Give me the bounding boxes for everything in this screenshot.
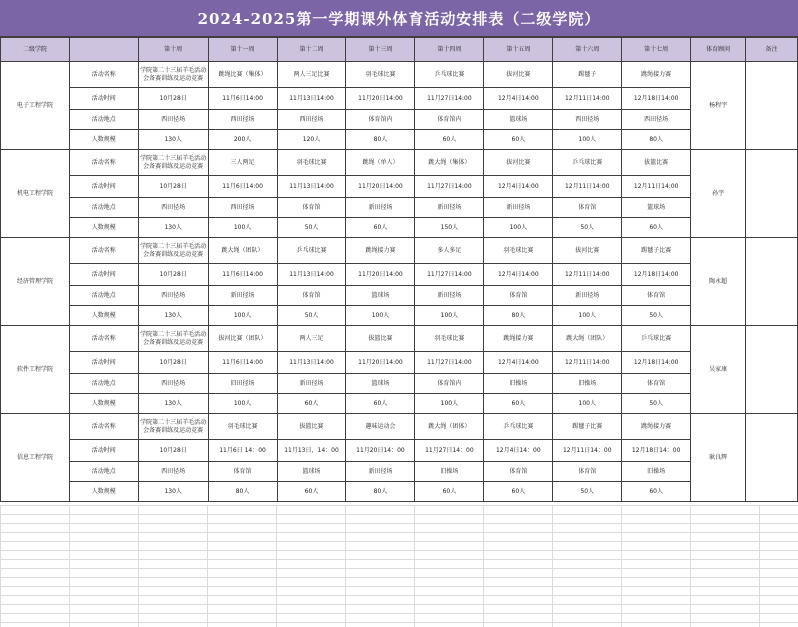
data-cell[interactable]: 11月27日14：00: [415, 440, 484, 462]
data-cell[interactable]: 跳绳（单人）: [346, 150, 415, 176]
data-cell[interactable]: 拔河比赛（团队）: [208, 326, 277, 352]
table-row: [1, 198, 798, 218]
row-label-cell[interactable]: 活动时间: [69, 88, 138, 110]
data-cell[interactable]: 拔河比赛: [484, 150, 553, 176]
data-cell[interactable]: 新田径场: [346, 198, 415, 218]
data-cell[interactable]: 羽毛球比赛: [208, 414, 277, 440]
data-cell[interactable]: 西田径场: [208, 110, 277, 130]
data-cell[interactable]: 篮球场: [346, 286, 415, 306]
data-cell[interactable]: 100人: [346, 306, 415, 326]
data-cell[interactable]: 11月13日，14：00: [277, 440, 346, 462]
data-cell[interactable]: 西田径场: [138, 110, 208, 130]
data-cell[interactable]: 100人: [553, 130, 622, 150]
remark-cell[interactable]: [746, 326, 798, 414]
data-cell[interactable]: 跳绳接力赛: [622, 62, 691, 88]
data-cell[interactable]: 60人: [484, 482, 553, 502]
data-cell[interactable]: 60人: [622, 482, 691, 502]
data-cell[interactable]: 10月28日: [138, 352, 208, 374]
data-cell[interactable]: 11月6日14:00: [208, 176, 277, 198]
data-cell[interactable]: 50人: [622, 306, 691, 326]
row-label-cell[interactable]: 活动地点: [69, 110, 138, 130]
data-cell[interactable]: 踢毽子比赛: [622, 238, 691, 264]
remark-cell[interactable]: [746, 414, 798, 502]
table-row: [1, 462, 798, 482]
data-cell[interactable]: 跳大绳（团队）: [208, 238, 277, 264]
data-cell[interactable]: 50人: [277, 218, 346, 238]
data-cell[interactable]: 80人: [622, 130, 691, 150]
row-label-cell[interactable]: 活动名称: [69, 62, 138, 88]
header-cell[interactable]: 第十一周: [208, 38, 277, 62]
data-cell[interactable]: 12月4日14:00: [484, 264, 553, 286]
data-cell[interactable]: 12月18日14:00: [622, 88, 691, 110]
data-cell[interactable]: 多人多足: [415, 238, 484, 264]
data-cell[interactable]: 11月13日14:00: [277, 352, 346, 374]
data-cell[interactable]: 11月6日 14：00: [208, 440, 277, 462]
header-cell[interactable]: 第十七周: [622, 38, 691, 62]
data-cell[interactable]: 60人: [346, 394, 415, 414]
sheet-title: 2024-2025第一学期课外体育活动安排表（二级学院）: [0, 0, 798, 37]
data-cell[interactable]: 11月20日14:00: [346, 352, 415, 374]
data-cell[interactable]: 乒乓球比赛: [415, 62, 484, 88]
data-cell[interactable]: 体育馆: [277, 198, 346, 218]
college-name-cell[interactable]: 信息工程学院: [1, 414, 70, 502]
data-cell[interactable]: 跳绳接力赛: [346, 238, 415, 264]
table-row: [1, 176, 798, 198]
data-cell[interactable]: 跳绳比赛（集体）: [208, 62, 277, 88]
data-cell[interactable]: 12月11日14:00: [553, 352, 622, 374]
table-row: [1, 414, 798, 440]
table-row: [1, 110, 798, 130]
data-cell[interactable]: 11月27日14:00: [415, 352, 484, 374]
header-cell[interactable]: 二级学院: [1, 38, 70, 62]
data-cell[interactable]: 12月11日14：00: [553, 440, 622, 462]
data-cell[interactable]: 100人: [208, 218, 277, 238]
data-cell[interactable]: 体育馆内: [415, 374, 484, 394]
advisor-cell[interactable]: 吴家康: [691, 326, 746, 414]
college-name-cell[interactable]: 电子工程学院: [1, 62, 70, 150]
data-cell[interactable]: 体育馆: [622, 374, 691, 394]
row-label-cell[interactable]: 人数规模: [69, 482, 138, 502]
table-row: [1, 218, 798, 238]
data-cell[interactable]: 拔河比赛: [553, 238, 622, 264]
data-cell[interactable]: 50人: [553, 482, 622, 502]
data-cell[interactable]: 体育馆: [553, 198, 622, 218]
data-cell[interactable]: 跳大绳（集体）: [415, 150, 484, 176]
data-cell[interactable]: 学院第二十三届羊毛活动会备赛训练及运动竞赛: [138, 62, 208, 88]
data-cell[interactable]: 羽毛球比赛: [277, 150, 346, 176]
header-cell[interactable]: 第十六周: [553, 38, 622, 62]
row-label-cell[interactable]: 活动地点: [69, 462, 138, 482]
data-cell[interactable]: 羽毛球比赛: [415, 326, 484, 352]
data-cell[interactable]: 跳大绳（团体）: [415, 414, 484, 440]
data-cell[interactable]: 篮球场: [484, 110, 553, 130]
data-cell[interactable]: 11月13日14:00: [277, 264, 346, 286]
data-cell[interactable]: 50人: [622, 394, 691, 414]
data-cell[interactable]: 130人: [138, 218, 208, 238]
data-cell[interactable]: 体育馆: [484, 286, 553, 306]
data-cell[interactable]: 篮球场: [277, 462, 346, 482]
data-cell[interactable]: 100人: [553, 394, 622, 414]
data-cell[interactable]: 旧田径场: [208, 374, 277, 394]
data-cell[interactable]: 11月13日14:00: [277, 176, 346, 198]
row-label-cell[interactable]: 人数规模: [69, 218, 138, 238]
data-cell[interactable]: 三人两足: [208, 150, 277, 176]
schedule-table: [0, 37, 798, 502]
data-cell[interactable]: 新田径场: [415, 198, 484, 218]
remark-cell[interactable]: [746, 238, 798, 326]
data-cell[interactable]: 130人: [138, 394, 208, 414]
data-cell[interactable]: 12月18日14:00: [622, 352, 691, 374]
data-cell[interactable]: 新田径场: [208, 286, 277, 306]
data-cell[interactable]: 羽毛球比赛: [346, 62, 415, 88]
data-cell[interactable]: 旧操场: [553, 374, 622, 394]
data-cell[interactable]: 11月20日14：00: [346, 440, 415, 462]
data-cell[interactable]: 篮球场: [622, 198, 691, 218]
data-cell[interactable]: 10月28日: [138, 88, 208, 110]
advisor-cell[interactable]: 杨程宇: [691, 62, 746, 150]
data-cell[interactable]: 两人三足比赛: [277, 62, 346, 88]
data-cell[interactable]: 跳大绳（团队）: [553, 326, 622, 352]
table-row: [1, 326, 798, 352]
data-cell[interactable]: 60人: [415, 130, 484, 150]
data-cell[interactable]: 11月27日14:00: [415, 88, 484, 110]
data-cell[interactable]: 旧操场: [484, 374, 553, 394]
table-row: [1, 88, 798, 110]
data-cell[interactable]: 11月20日14:00: [346, 264, 415, 286]
table-row: [1, 238, 798, 264]
data-cell[interactable]: 学院第二十三届羊毛活动会备赛训练及运动竞赛: [138, 150, 208, 176]
empty-grid: [0, 505, 798, 627]
data-cell[interactable]: 10月28日: [138, 176, 208, 198]
row-label-cell[interactable]: 活动时间: [69, 176, 138, 198]
row-label-cell[interactable]: 活动名称: [69, 326, 138, 352]
table-row: [1, 286, 798, 306]
data-cell[interactable]: 100人: [484, 218, 553, 238]
data-cell[interactable]: 西田径场: [622, 110, 691, 130]
remark-cell[interactable]: [746, 150, 798, 238]
data-cell[interactable]: 体育馆内: [346, 110, 415, 130]
data-cell[interactable]: 拔篮比赛: [622, 150, 691, 176]
data-cell[interactable]: 体育馆: [484, 462, 553, 482]
row-label-cell[interactable]: 活动地点: [69, 374, 138, 394]
college-name-cell[interactable]: 机电工程学院: [1, 150, 70, 238]
data-cell[interactable]: 12月18日14:00: [622, 264, 691, 286]
data-cell[interactable]: 150人: [415, 218, 484, 238]
data-cell[interactable]: 学院第二十三届羊毛活动会备赛训练及运动竞赛: [138, 326, 208, 352]
row-label-cell[interactable]: 人数规模: [69, 306, 138, 326]
table-row: [1, 352, 798, 374]
row-label-cell[interactable]: 活动地点: [69, 198, 138, 218]
data-cell[interactable]: 130人: [138, 482, 208, 502]
data-cell[interactable]: 12月11日14:00: [553, 88, 622, 110]
data-cell[interactable]: 乒乓球比赛: [622, 326, 691, 352]
college-name-cell[interactable]: 经济管理学院: [1, 238, 70, 326]
row-label-cell[interactable]: 活动名称: [69, 150, 138, 176]
row-label-cell[interactable]: 活动时间: [69, 440, 138, 462]
data-cell[interactable]: 10月28日: [138, 264, 208, 286]
data-cell[interactable]: 12月4日14：00: [484, 440, 553, 462]
table-row: [1, 394, 798, 414]
data-cell[interactable]: 新田径场: [553, 286, 622, 306]
data-cell[interactable]: 西田径场: [138, 462, 208, 482]
data-cell[interactable]: 踢毽子比赛: [553, 414, 622, 440]
data-cell[interactable]: 50人: [277, 306, 346, 326]
data-cell[interactable]: 乒乓球比赛: [553, 150, 622, 176]
data-cell[interactable]: 西田径场: [138, 198, 208, 218]
data-cell[interactable]: 12月4日14:00: [484, 88, 553, 110]
data-cell[interactable]: 西田径场: [138, 374, 208, 394]
header-cell[interactable]: 第十五周: [484, 38, 553, 62]
row-label-cell[interactable]: 活动时间: [69, 352, 138, 374]
data-cell[interactable]: 西田径场: [277, 110, 346, 130]
data-cell[interactable]: 60人: [415, 482, 484, 502]
data-cell[interactable]: 12月11日14:00: [553, 264, 622, 286]
data-cell[interactable]: 12月11日14:00: [553, 176, 622, 198]
data-cell[interactable]: 西田径场: [553, 110, 622, 130]
data-cell[interactable]: 新田径场: [277, 374, 346, 394]
data-cell[interactable]: 西田径场: [138, 286, 208, 306]
data-cell[interactable]: 拔篮比赛: [346, 326, 415, 352]
header-cell[interactable]: [69, 38, 138, 62]
data-cell[interactable]: 踢毽子: [553, 62, 622, 88]
table-row: [1, 62, 798, 88]
header-cell[interactable]: 第十三周: [346, 38, 415, 62]
advisor-cell[interactable]: 耿良辉: [691, 414, 746, 502]
data-cell[interactable]: 乒乓球比赛: [484, 414, 553, 440]
row-label-cell[interactable]: 活动地点: [69, 286, 138, 306]
data-cell[interactable]: 100人: [208, 394, 277, 414]
data-cell[interactable]: 拔河比赛: [484, 62, 553, 88]
header-cell[interactable]: 体育顾问: [691, 38, 746, 62]
data-cell[interactable]: 西田径场: [208, 198, 277, 218]
header-cell[interactable]: 第十四周: [415, 38, 484, 62]
table-row: [1, 130, 798, 150]
data-cell[interactable]: 体育馆: [553, 462, 622, 482]
data-cell[interactable]: 80人: [484, 306, 553, 326]
data-cell[interactable]: 篮球场: [346, 374, 415, 394]
data-cell[interactable]: 200人: [208, 130, 277, 150]
row-label-cell[interactable]: 活动名称: [69, 414, 138, 440]
data-cell[interactable]: 11月20日14:00: [346, 88, 415, 110]
table-row: [1, 264, 798, 286]
college-name-cell[interactable]: 软件工程学院: [1, 326, 70, 414]
data-cell[interactable]: 12月4日14:00: [484, 352, 553, 374]
table-row: [1, 150, 798, 176]
row-label-cell[interactable]: 活动时间: [69, 264, 138, 286]
data-cell[interactable]: 新田径场: [484, 198, 553, 218]
data-cell[interactable]: 11月27日14:00: [415, 176, 484, 198]
data-cell[interactable]: 体育馆: [208, 462, 277, 482]
data-cell[interactable]: 80人: [346, 482, 415, 502]
data-cell[interactable]: 11月6日14:00: [208, 352, 277, 374]
data-cell[interactable]: 100人: [415, 306, 484, 326]
data-cell[interactable]: 60人: [484, 130, 553, 150]
data-cell[interactable]: 11月6日14:00: [208, 264, 277, 286]
remark-cell[interactable]: [746, 62, 798, 150]
data-cell[interactable]: 60人: [346, 218, 415, 238]
data-cell[interactable]: 体育馆: [622, 286, 691, 306]
data-cell[interactable]: 11月6日14:00: [208, 88, 277, 110]
data-cell[interactable]: 拔篮比赛: [277, 414, 346, 440]
table-row: [1, 440, 798, 462]
data-cell[interactable]: 50人: [553, 218, 622, 238]
data-cell[interactable]: 11月27日14:00: [415, 264, 484, 286]
data-cell[interactable]: 120人: [277, 130, 346, 150]
data-cell[interactable]: 两人三足: [277, 326, 346, 352]
data-cell[interactable]: 11月20日14:00: [346, 176, 415, 198]
data-cell[interactable]: 12月11日14:00: [622, 176, 691, 198]
data-cell[interactable]: 130人: [138, 306, 208, 326]
row-label-cell[interactable]: 人数规模: [69, 394, 138, 414]
data-cell[interactable]: 130人: [138, 130, 208, 150]
data-cell[interactable]: 60人: [277, 482, 346, 502]
data-cell[interactable]: 新田径场: [346, 462, 415, 482]
data-cell[interactable]: 旧操场: [415, 462, 484, 482]
data-cell[interactable]: 100人: [415, 394, 484, 414]
data-cell[interactable]: 100人: [208, 306, 277, 326]
header-cell[interactable]: 第十二周: [277, 38, 346, 62]
row-label-cell[interactable]: 人数规模: [69, 130, 138, 150]
advisor-cell[interactable]: 陶永超: [691, 238, 746, 326]
data-cell[interactable]: 体育馆: [277, 286, 346, 306]
advisor-cell[interactable]: 孙宇: [691, 150, 746, 238]
data-cell[interactable]: 学院第二十三届羊毛活动会备赛训练及运动竞赛: [138, 238, 208, 264]
header-row: [1, 38, 798, 62]
data-cell[interactable]: 新田径场: [415, 286, 484, 306]
data-cell[interactable]: 体育馆内: [415, 110, 484, 130]
data-cell[interactable]: 60人: [484, 394, 553, 414]
data-cell[interactable]: 12月18日14：00: [622, 440, 691, 462]
data-cell[interactable]: 11月13日14:00: [277, 88, 346, 110]
table-row: [1, 306, 798, 326]
data-cell[interactable]: 80人: [346, 130, 415, 150]
data-cell[interactable]: 旧操场: [622, 462, 691, 482]
data-cell[interactable]: 羽毛球比赛: [484, 238, 553, 264]
data-cell[interactable]: 60人: [622, 218, 691, 238]
data-cell[interactable]: 跳绳接力赛: [622, 414, 691, 440]
table-row: [1, 482, 798, 502]
row-label-cell[interactable]: 活动名称: [69, 238, 138, 264]
header-cell[interactable]: 备注: [746, 38, 798, 62]
data-cell[interactable]: 学院第二十三届羊毛活动会备赛训练及运动竞赛: [138, 414, 208, 440]
data-cell[interactable]: 60人: [277, 394, 346, 414]
header-cell[interactable]: 第十周: [138, 38, 208, 62]
data-cell[interactable]: 100人: [553, 306, 622, 326]
data-cell[interactable]: 跳绳接力赛: [484, 326, 553, 352]
data-cell[interactable]: 10月28日: [138, 440, 208, 462]
table-body: [1, 38, 798, 502]
data-cell[interactable]: 趣味运动会: [346, 414, 415, 440]
data-cell[interactable]: 80人: [208, 482, 277, 502]
data-cell[interactable]: 12月4日14:00: [484, 176, 553, 198]
data-cell[interactable]: 乒乓球比赛: [277, 238, 346, 264]
table-row: [1, 374, 798, 394]
